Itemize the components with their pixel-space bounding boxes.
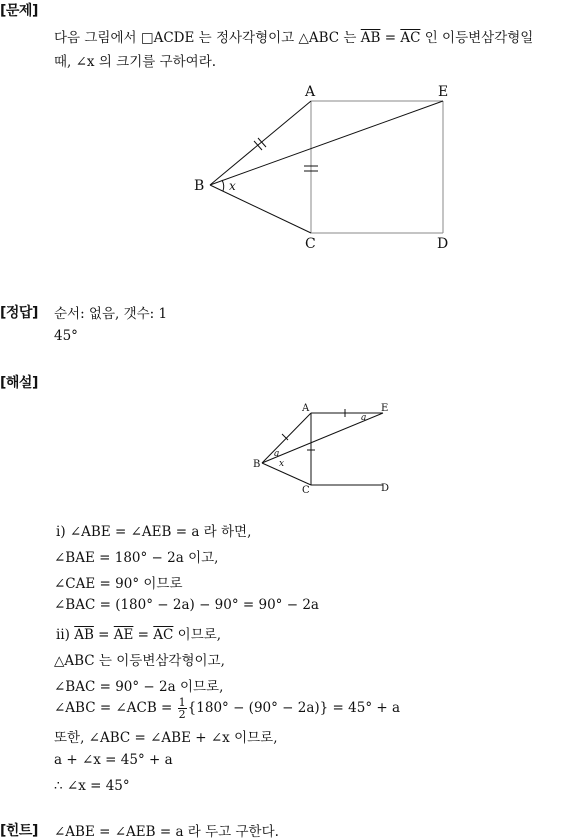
tick-ab-1 <box>254 141 262 150</box>
solution-line-5 <box>56 623 221 643</box>
solution-line-7: ∠BAC = 90° − 2a 이므로, <box>54 679 224 695</box>
fig2-edge-be <box>262 413 383 463</box>
answer-line-1: 순서: 없음, 갯수: 1 <box>54 306 168 322</box>
fraction-denominator: 2 <box>178 708 186 721</box>
solution-line-9: 또한, ∠ABC = ∠ABE + ∠x 이므로, <box>54 730 278 746</box>
sol5-post: 이므로, <box>173 627 222 643</box>
label-a: A <box>305 84 316 100</box>
label-d: D <box>437 236 449 252</box>
solution-line-10: a + ∠x = 45° + a <box>54 752 173 768</box>
sol5-eq2: = <box>133 627 154 643</box>
solution-line-4: ∠BAC = (180° − 2a) − 90° = 90° − 2a <box>54 597 319 613</box>
hint-tag: [힌트] <box>0 823 38 839</box>
hint-text: ∠ABE = ∠AEB = a 라 두고 구한다. <box>54 824 279 840</box>
edge-ab <box>210 101 311 185</box>
sol5-ab: $\overline{AB}$ <box>74 627 94 643</box>
problem-text-a: 다음 그림에서 □ACDE 는 정사각형이고 △ABC 는 <box>54 30 361 46</box>
angle-x-arc <box>222 180 224 191</box>
equals-sign: = <box>380 30 401 46</box>
problem-text-b: 인 이등변삼각형일 <box>420 30 534 46</box>
solution-line-8 <box>54 697 400 720</box>
fig2-label-x: x <box>279 459 285 469</box>
solution-line-3: ∠CAE = 90° 이므로 <box>54 576 183 592</box>
fig2-label-b: B <box>253 459 261 470</box>
fig2-label-a1: a <box>361 413 367 423</box>
segment-ab: $\overline{AB}$ <box>360 30 381 46</box>
problem-tag: [문제] <box>0 3 38 19</box>
solution-line-6: △ABC 는 이등변삼각형이고, <box>54 653 225 669</box>
fig2-label-c: C <box>302 485 310 496</box>
edge-be <box>210 101 443 185</box>
sol8-post: {180° − (90° − 2a)} = 45° + a <box>187 700 401 716</box>
tick-ab-2 <box>258 138 266 147</box>
sol5-pre: ⅱ) <box>56 627 75 643</box>
fig2-label-d: D <box>381 483 390 494</box>
label-c: C <box>305 236 316 252</box>
solution-line-11: ∴ ∠x = 45° <box>54 778 130 794</box>
fig2-edge-bc <box>262 463 311 485</box>
segment-ac: $\overline{AC}$ <box>400 30 421 46</box>
solution-line-2: ∠BAE = 180° − 2a 이고, <box>54 550 219 566</box>
fig2-edge-ab <box>262 413 311 463</box>
fraction-one-half <box>178 697 187 720</box>
sol8-pre: ∠ABC = ∠ACB = <box>54 700 177 716</box>
problem-line-1 <box>54 26 533 46</box>
label-e: E <box>438 84 449 100</box>
fig2-label-a: A <box>302 403 310 414</box>
fig2-label-a2: a <box>274 449 280 459</box>
sol5-ac: $\overline{AC}$ <box>153 627 174 643</box>
sol5-ae: $\overline{AE}$ <box>113 627 134 643</box>
fig2-tick-ab <box>282 434 288 440</box>
solution-line-1: ⅰ) ∠ABE = ∠AEB = a 라 하면, <box>56 524 252 540</box>
solution-tag: [해설] <box>0 375 38 391</box>
fraction-numerator: 1 <box>178 696 186 709</box>
label-x: x <box>229 179 236 193</box>
fig2-label-e: E <box>381 403 389 414</box>
label-b: B <box>194 178 205 194</box>
problem-line-2: 때, ∠x 의 크기를 구하여라. <box>54 54 217 70</box>
answer-line-2: 45° <box>54 328 78 344</box>
edge-bc <box>210 185 311 233</box>
sol5-eq1: = <box>93 627 114 643</box>
answer-tag: [정답] <box>0 305 38 321</box>
